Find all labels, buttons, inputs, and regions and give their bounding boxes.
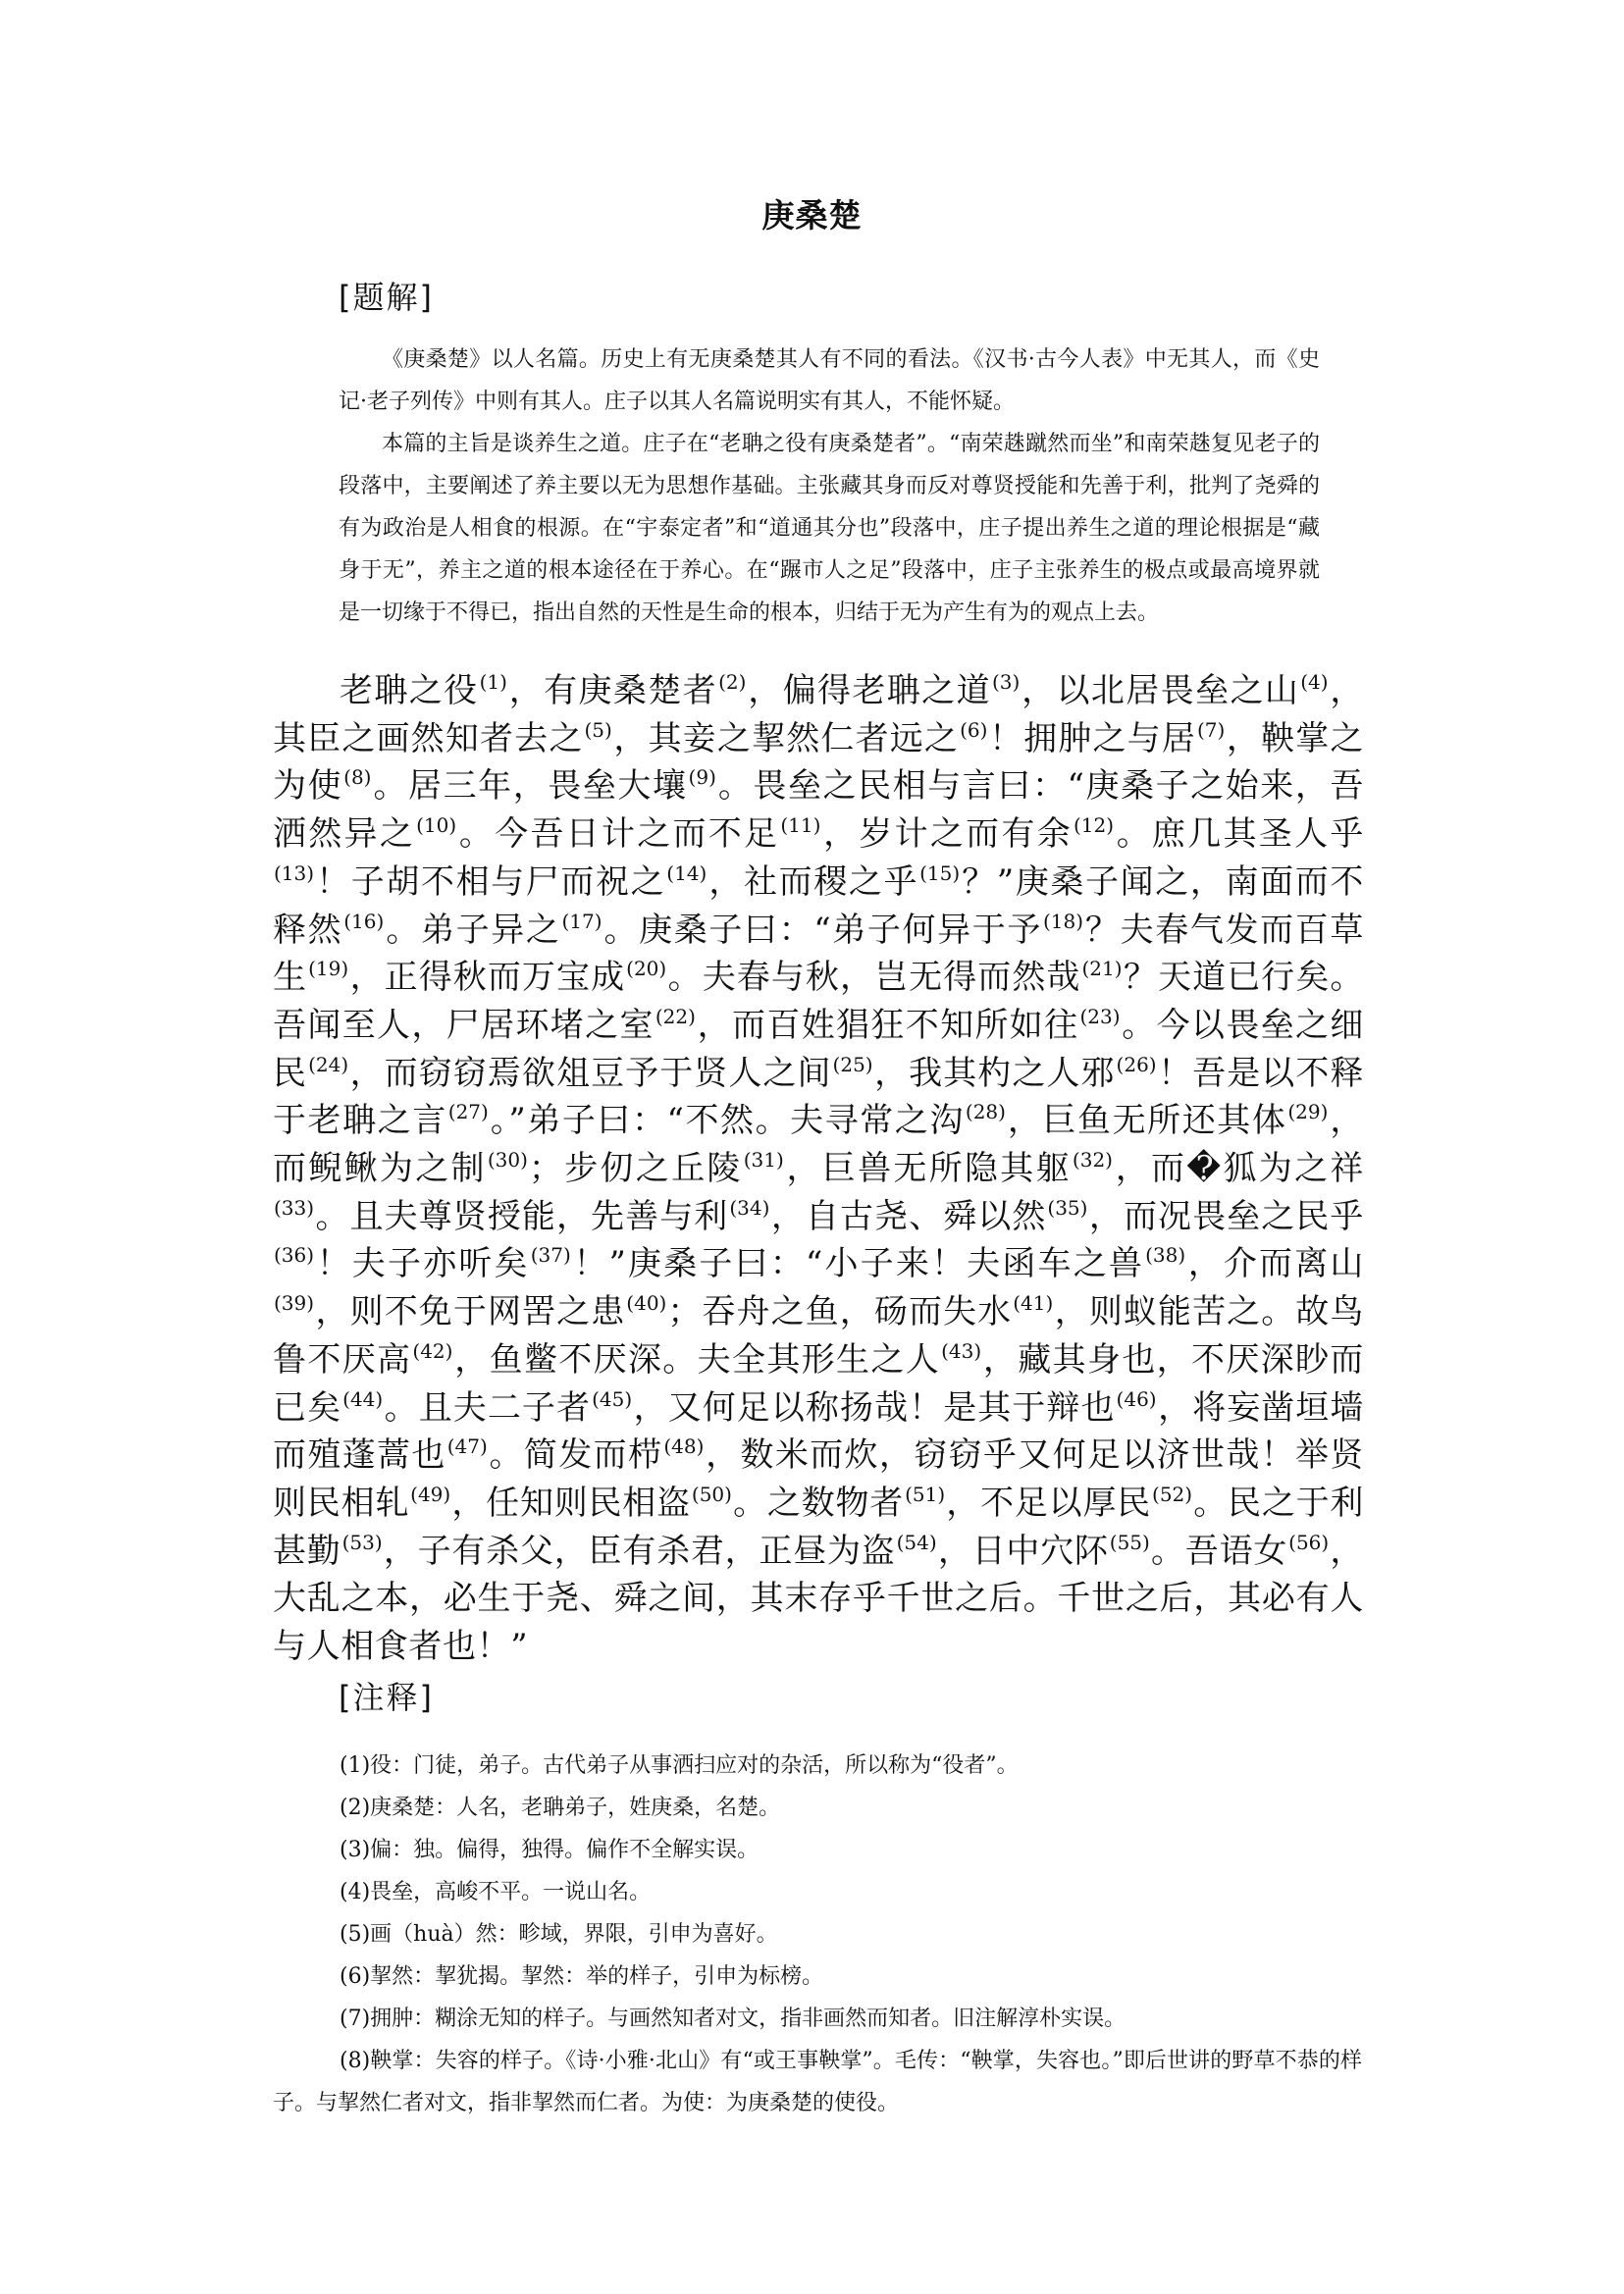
footnote-marker: (8)	[343, 765, 372, 790]
main-text-segment: 。弟子异之	[385, 910, 561, 950]
notes-heading: [注释]	[339, 1679, 434, 1716]
main-text-segment: ，其妾之挈然仁者远之	[612, 718, 960, 758]
main-text-segment: ，将妄凿垣墙而殖蓬蒿也	[273, 1387, 1365, 1476]
document-title: 庚桑楚	[761, 196, 863, 235]
main-text-segment: ，我其杓之人邪	[873, 1053, 1116, 1093]
main-text-segment: ！夫子亦听矣	[315, 1244, 530, 1284]
main-text	[273, 667, 1364, 1671]
main-text-segment: ！子胡不相与尸而祝之	[315, 861, 666, 902]
main-text-segment: ！”庚桑子曰：“小子来！夫函车之兽	[571, 1244, 1145, 1284]
footnote-marker: (20)	[626, 957, 667, 981]
note-item: (2)庚桑楚：人名，老聃弟子，姓庚桑，名楚。	[340, 1796, 781, 1820]
main-text-segment: ，又何足以称扬哉！是其于辩也	[633, 1387, 1116, 1428]
note-item: (1)役：门徒，弟子。古代弟子从事洒扫应对的杂活，所以称为“役者”。	[340, 1753, 1019, 1778]
footnote-marker: (45)	[592, 1386, 633, 1411]
main-text-segment: ，其臣之画然知者去之	[273, 671, 1364, 758]
footnote-marker: (34)	[729, 1195, 770, 1220]
footnote-marker: (4)	[1300, 670, 1329, 694]
main-text-segment: 。吾语女	[1150, 1531, 1288, 1571]
footnote-marker: (9)	[688, 765, 716, 790]
footnote-marker: (37)	[530, 1243, 571, 1268]
footnote-marker: (54)	[896, 1530, 937, 1554]
main-text-segment: ，自古尧、舜以然	[770, 1196, 1047, 1236]
main-text-segment: ，不足以厚民	[946, 1483, 1152, 1523]
main-text-segment: 。庚桑子曰：“弟子何异于予	[602, 910, 1042, 950]
main-text-segment: ，鱼鳖不厌深。夫全其形生之人	[453, 1339, 941, 1380]
footnote-marker: (6)	[960, 717, 988, 742]
footnote-marker: (17)	[561, 909, 602, 933]
footnote-marker: (27)	[447, 1100, 489, 1124]
footnote-marker: (12)	[1074, 813, 1115, 838]
main-text-segment: ，任知则民相盗	[451, 1483, 691, 1523]
footnote-marker: (49)	[410, 1482, 451, 1506]
main-text-segment: ，社而稷之乎	[707, 861, 919, 902]
footnote-marker: (32)	[1072, 1148, 1113, 1173]
note-item: (7)拥肿：糊涂无知的样子。与画然知者对文，指非画然而知者。旧注解淳朴实误。	[340, 2007, 1126, 2031]
footnote-marker: (40)	[626, 1291, 667, 1316]
notes-section	[273, 1745, 1362, 2124]
main-text-segment: ，有庚桑楚者	[507, 671, 718, 710]
main-text-segment: 。民之于利甚勤	[273, 1483, 1364, 1571]
footnote-marker: (29)	[1287, 1100, 1329, 1124]
footnote-marker: (35)	[1047, 1195, 1088, 1220]
footnote-marker: (15)	[919, 860, 961, 885]
footnote-marker: (41)	[1013, 1291, 1054, 1316]
footnote-marker: (2)	[718, 670, 747, 694]
main-text-segment: ？”庚桑子闻之，南面而不释然	[273, 861, 1364, 950]
note-item: (4)畏垒，高峻不平。一说山名。	[340, 1880, 652, 1904]
main-text-segment: ；步仞之丘陵	[528, 1149, 743, 1189]
main-text-segment: ，子有杀父，臣有杀君，正昼为盗	[383, 1531, 896, 1571]
footnote-marker: (53)	[341, 1530, 383, 1554]
main-text-segment: ，数米而炊，窃窃乎又何足以济世哉！举贤则民相轧	[273, 1435, 1365, 1523]
main-text-segment: ！吾是以不释于老聃之言	[273, 1053, 1365, 1141]
main-text-segment: ，以北居畏垒之山	[1021, 671, 1300, 710]
main-text-segment: 。居三年，畏垒大壤	[372, 766, 688, 807]
intro-heading: [题解]	[339, 279, 434, 316]
footnote-marker: (38)	[1145, 1243, 1186, 1268]
main-text-segment: ，介而离山	[1186, 1244, 1364, 1284]
footnote-marker: (16)	[343, 909, 385, 933]
footnote-marker: (11)	[780, 813, 821, 838]
main-text-segment: ，而百姓猖狂不知所如往	[696, 1005, 1079, 1045]
main-text-segment: 。简发而栉	[488, 1435, 663, 1476]
note-item: (6)挈然：挈犹揭。挈然：举的样子，引申为标榜。	[340, 1964, 824, 1989]
main-text-segment: ；吞舟之鱼，砀而失水	[667, 1292, 1013, 1332]
main-text-segment: 。今吾日计之而不足	[457, 814, 780, 855]
main-text-segment: ，巨兽无所隐其躯	[784, 1149, 1072, 1189]
footnote-marker: (28)	[965, 1100, 1006, 1124]
intro-paragraph: 本篇的主旨是谈养生之道。庄子在“老聃之役有庚桑楚者”。“南荣趎蹴然而坐”和南荣趎复见老子的段落中，主要阐述了养主要以无为思想作基础。主张藏其身而反对尊贤授能和先善于利，批判了尧舜的有为政治是人相食的根源。在“宇泰定者”和“道通其分也”段落中，庄子提出养生之道的理论根据是“藏身于无”，养主之道的根本途径在于养心。在“蹍市人之足”段落中，庄子主张养生的极点或最高境界就是一切缘于不得已，指出自然的天性是生命的根本，归结于无为产生有为的观点上去。	[339, 432, 1320, 625]
footnote-marker: (5)	[584, 717, 612, 742]
main-text-segment: ，偏得老聃之道	[747, 671, 991, 710]
note-item: (8)鞅掌：失容的样子。《诗·小雅·北山》有“或王事鞅掌”。毛传：“鞅掌，失容也。”即后世讲的野草不恭的样子。与挈然仁者对文，指非挈然而仁者。为使：为庚桑楚的使役。	[273, 2049, 1362, 2115]
footnote-marker: (23)	[1079, 1004, 1121, 1028]
footnote-marker: (55)	[1109, 1530, 1150, 1554]
footnote-marker: (33)	[274, 1195, 315, 1220]
footnote-marker: (39)	[274, 1291, 315, 1316]
main-text-segment: ，正得秋而万宝成	[349, 958, 626, 998]
footnote-marker: (56)	[1288, 1530, 1330, 1554]
main-text-segment: ，藏其身也，不厌深眇而已矣	[273, 1339, 1365, 1428]
main-text-segment: 。畏垒之民相与言曰：“庚桑子之始来，吾洒然异之	[273, 766, 1365, 855]
footnote-marker: (14)	[666, 860, 707, 885]
intro-section	[339, 339, 1320, 634]
note-item: (5)画（huà）然：畛域，界限，引申为喜好。	[340, 1922, 778, 1947]
main-text-segment: 。今以畏垒之细民	[273, 1005, 1365, 1093]
main-text-segment: ，日中穴阫	[937, 1531, 1109, 1571]
main-text-segment: 。”弟子曰：“不然。夫寻常之沟	[489, 1101, 965, 1141]
footnote-marker: (26)	[1116, 1052, 1157, 1076]
footnote-marker: (52)	[1152, 1482, 1193, 1506]
footnote-marker: (22)	[655, 1004, 696, 1028]
main-text-segment: ，而况畏垒之民乎	[1088, 1196, 1364, 1236]
main-text-segment: ，巨鱼无所还其体	[1006, 1101, 1287, 1141]
main-text-segment: ，鞅掌之为使	[273, 718, 1364, 807]
footnote-marker: (43)	[941, 1338, 982, 1363]
footnote-marker: (18)	[1042, 909, 1084, 933]
footnote-marker: (24)	[308, 1052, 349, 1076]
footnote-marker: (46)	[1116, 1386, 1157, 1411]
footnote-marker: (21)	[1081, 957, 1123, 981]
footnote-marker: (47)	[446, 1434, 488, 1459]
footnote-marker: (19)	[308, 957, 349, 981]
main-text-segment: ！拥肿之与居	[988, 718, 1196, 758]
footnote-marker: (3)	[991, 670, 1021, 694]
footnote-marker: (25)	[832, 1052, 873, 1076]
footnote-marker: (48)	[663, 1434, 705, 1459]
footnote-marker: (50)	[691, 1482, 732, 1506]
footnote-marker: (42)	[412, 1338, 453, 1363]
main-text-segment: 。之数物者	[732, 1483, 905, 1523]
main-text-segment: 。且夫二子者	[384, 1387, 592, 1428]
footnote-marker: (31)	[743, 1148, 784, 1173]
main-text-segment: ，则不免于网罟之患	[315, 1292, 626, 1332]
main-text-segment: ，大乱之本，必生于尧、舜之间，其末存乎千世之后。千世之后，其必有人与人相食者也！”	[273, 1531, 1365, 1667]
footnote-marker: (1)	[479, 670, 507, 694]
footnote-marker: (30)	[487, 1148, 528, 1173]
footnote-marker: (36)	[274, 1243, 315, 1268]
footnote-marker: (44)	[342, 1386, 384, 1411]
footnote-marker: (13)	[274, 860, 315, 885]
main-text-segment: ，而窃窃焉欲俎豆予于贤人之间	[349, 1053, 832, 1093]
main-text-segment: ，而鲵鳅为之制	[273, 1101, 1364, 1189]
intro-paragraph: 《庚桑楚》以人名篇。历史上有无庚桑楚其人有不同的看法。《汉书·古今人表》中无其人，而《史记·老子列传》中则有其人。庄子以其人名篇说明实有其人，不能怀疑。	[339, 347, 1320, 414]
footnote-marker: (51)	[905, 1482, 946, 1506]
footnote-marker: (10)	[416, 813, 457, 838]
main-text-segment: 老聃之役	[340, 671, 479, 710]
main-text-segment: 。夫春与秋，岂无得而然哉	[667, 958, 1081, 998]
main-text-segment: ，而�狐为之祥	[1113, 1149, 1364, 1189]
main-text-segment: 。且夫尊贤授能，先善与利	[315, 1196, 729, 1236]
main-text-segment: ？夫春气发而百草生	[273, 910, 1364, 998]
main-text-segment: ，则蚁能苦之。故鸟鲁不厌高	[273, 1292, 1364, 1380]
main-text-segment: ？天道已行矣。吾闻至人，尸居环堵之室	[273, 958, 1364, 1045]
main-text-segment: 。庶几其圣人乎	[1115, 814, 1364, 855]
footnote-marker: (7)	[1196, 717, 1226, 742]
main-text-segment: ，岁计之而有余	[821, 814, 1073, 855]
note-item: (3)偏：独。偏得，独得。偏作不全解实误。	[340, 1838, 760, 1862]
main-paragraph	[273, 667, 1364, 1671]
